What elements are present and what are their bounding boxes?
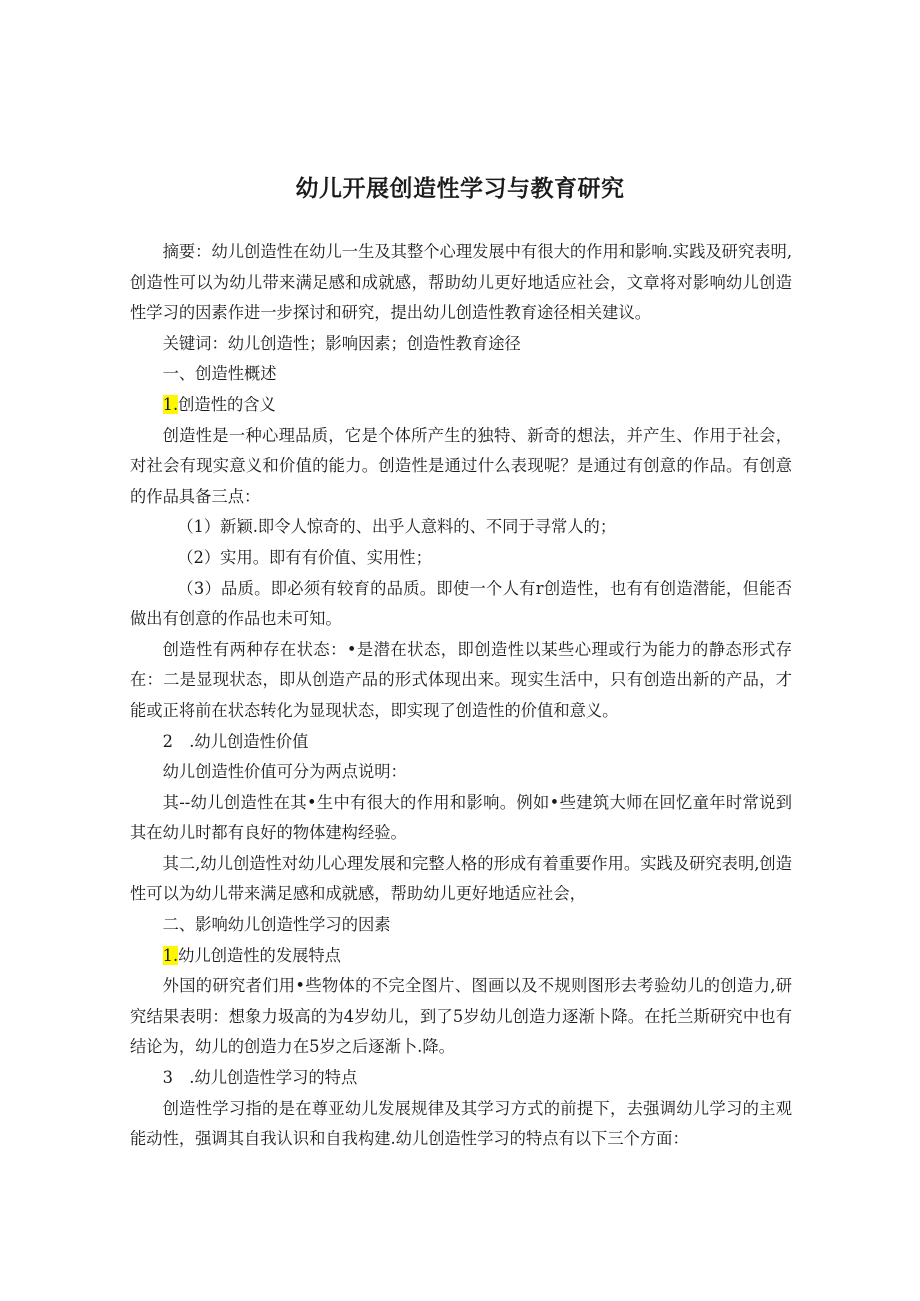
highlight-number: 1. (162, 945, 179, 965)
subsection-2-1-heading (130, 941, 792, 972)
abstract-paragraph: 摘要：幼儿创造性在幼儿一生及其整个心理发展中有很大的作用和影响.实践及研究表明,创造性可以为幼儿带来满足感和成就感，帮助幼儿更好地适应社会，文章将对影响幼儿创造性学习的因素作进一步探讨和研究，提出幼儿创造性教育途径相关建议。 (130, 242, 792, 323)
document-body (130, 237, 792, 1155)
document-title: 幼儿开展创造性学习与教育研究 (295, 176, 625, 202)
highlight-number: 1. (162, 394, 179, 414)
section-1-heading: 一、创造性概述 (162, 364, 277, 384)
subsection-title: 创造性的含义 (178, 394, 276, 414)
list-item: （2）实用。即有有价值、实用性； (177, 547, 432, 567)
subsection-2-3-heading: 3 .幼儿创造性学习的特点 (162, 1068, 358, 1088)
paragraph: 创造性是一种心理品质，它是个体所产生的独特、新奇的想法，并产生、作用于社会，对社会有现实意义和价值的能力。创造性是通过什么表现呢？是通过有创意的作品。有创意的作品具备三点： (130, 425, 792, 506)
subsection-1-2-heading: 2 .幼儿创造性价值 (162, 731, 309, 751)
section-2-heading: 二、影响幼儿创造性学习的因素 (162, 915, 391, 935)
keywords-paragraph: 关键词：幼儿创造性；影响因素；创造性教育途径 (162, 333, 521, 353)
paragraph: 创造性学习指的是在尊亚幼儿发展规律及其学习方式的前提下，去强调幼儿学习的主观能动性，强调其自我认识和自我构建.幼儿创造性学习的特点有以下三个方面： (130, 1098, 792, 1149)
paragraph: 其--幼儿创造性在其•生中有很大的作用和影响。例如•些建筑大师在回忆童年时常说到其在幼儿时都有良好的物体建构经验。 (130, 792, 792, 843)
paragraph: 幼儿创造性价值可分为两点说明： (162, 762, 407, 782)
paragraph: 其二,幼儿创造性对幼儿心理发展和完整人格的形成有着重要作用。实践及研究表明,创造性可以为幼儿带来满足感和成就感，帮助幼儿更好地适应社会， (130, 853, 792, 904)
subsection-title: 幼儿创造性的发展特点 (178, 945, 341, 965)
subsection-1-1-heading (130, 390, 792, 421)
paragraph: 创造性有两种存在状态：•是潜在状态，即创造性以某些心理或行为能力的静态形式存在：二是显现状态，即从创造产品的形式体现出来。现实生活中，只有创造出新的产品，才能或正将前在状态转化为显现状态，即实现了创造性的价值和意义。 (130, 639, 792, 720)
paragraph: 外国的研究者们用•些物体的不完全图片、图画以及不规则图形去考验幼儿的创造力,研究结果表明：想象力圾高的为4岁幼儿，到了5岁幼儿创造力逐渐卜降。在托兰斯研究中也有结论为，幼儿的创造力在5岁之后逐渐卜.降。 (130, 976, 792, 1057)
list-item: （1）新颖.即令人惊奇的、出乎人意料的、不同于寻常人的； (177, 517, 617, 537)
list-item: （3）品质。即必须有较育的品质。即使一个人有r创造性，也有有创造潜能，但能否做出有创意的作品也未可知。 (130, 578, 792, 629)
